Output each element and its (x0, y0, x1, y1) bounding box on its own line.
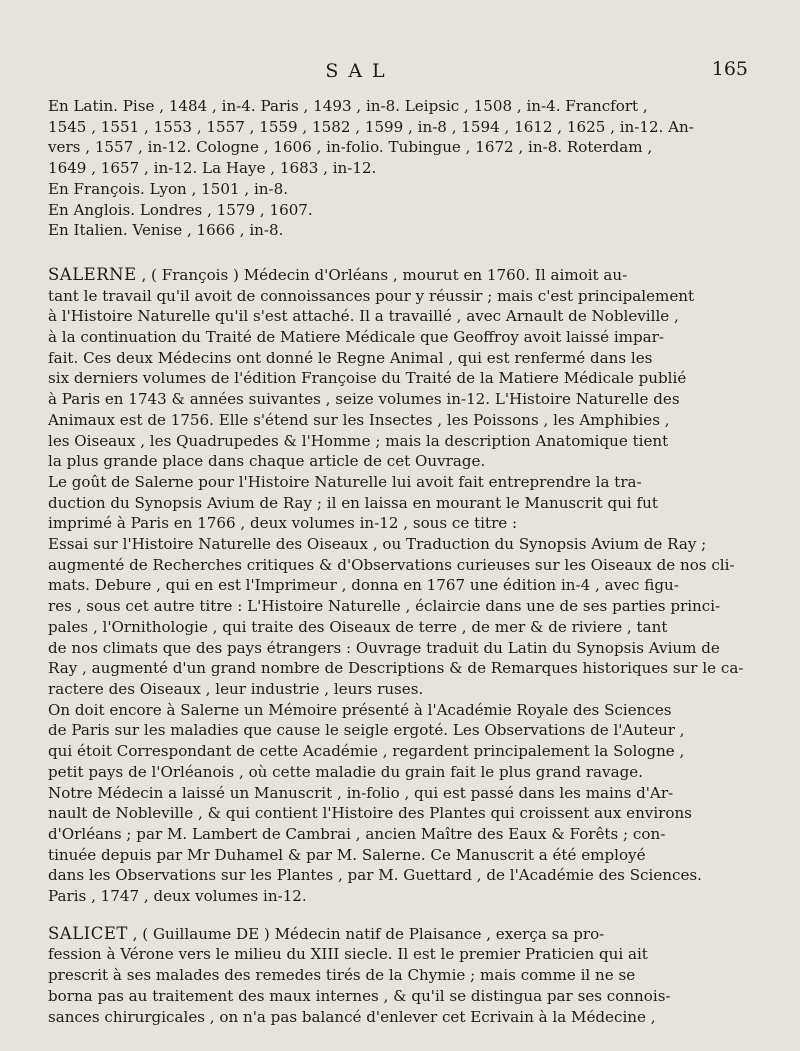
entry-line: d'Orléans ; par M. Lambert de Cambrai , ancien Maître des Eaux & Forêts ; con- (48, 824, 666, 843)
entry-line: la plus grande place dans chaque article de cet Ouvrage. (48, 452, 486, 471)
entry-line: les Oiseaux , les Quadrupedes & l'Homme ; mais la description Anatomique tient (48, 431, 669, 450)
edition-line: En Italien. Venise , 1666 , in-8. (48, 221, 284, 240)
entry-line: duction du Synopsis Avium de Ray ; il en laissa en mourant le Manuscrit qui fut (48, 493, 658, 512)
entry-line: Ray , augmenté d'un grand nombre de Descriptions & de Remarques historiques sur le ca- (48, 659, 744, 678)
page-header (0, 58, 800, 88)
entry-heading: SALICET (48, 923, 128, 943)
entry-first-line (48, 924, 758, 945)
edition-line: En Anglois. Londres , 1579 , 1607. (48, 200, 313, 219)
editions-list (48, 96, 758, 241)
entry-line: On doit encore à Salerne un Mémoire présenté à l'Académie Royale des Sciences (48, 700, 672, 719)
entry-line: Notre Médecin a laissé un Manuscrit , in-folio , qui est passé dans les mains d'Ar- (48, 783, 674, 802)
entry-line: borna pas au traitement des maux internes , & qu'il se distingua par ses connois- (48, 986, 671, 1005)
entry-line: six derniers volumes de l'édition Françoise du Traité de la Matiere Médicale publié (48, 369, 687, 388)
entry-line: sances chirurgicales , on n'a pas balancé d'enlever cet Ecrivain à la Médecine , (48, 1007, 656, 1026)
edition-line: vers , 1557 , in-12. Cologne , 1606 , in-folio. Tubingue , 1672 , in-8. Roterdam , (48, 138, 653, 157)
entry-text: , ( François ) Médecin d'Orléans , mourut en 1760. Il aimoit au- (136, 265, 628, 284)
entry-line: petit pays de l'Orléanois , où cette maladie du grain fait le plus grand ravage. (48, 762, 643, 781)
entry-line: mats. Debure , qui en est l'Imprimeur , donna en 1767 une édition in-4 , avec figu- (48, 576, 679, 595)
entry-line: qui étoit Correspondant de cette Académie , regardent principalement la Sologne , (48, 742, 685, 761)
entry-line: ractere des Oiseaux , leur industrie , leurs ruses. (48, 679, 424, 698)
entry-salerne (48, 265, 758, 907)
edition-line: 1649 , 1657 , in-12. La Haye , 1683 , in-12. (48, 159, 377, 178)
running-title: SAL (325, 60, 395, 82)
entry-line: Animaux est de 1756. Elle s'étend sur les Insectes , les Poissons , les Amphibies , (48, 410, 670, 429)
entry-line: Paris , 1747 , deux volumes in-12. (48, 887, 307, 906)
entry-line: augmenté de Recherches critiques & d'Observations curieuses sur les Oiseaux de nos cli- (48, 555, 735, 574)
entry-line: à Paris en 1743 & années suivantes , seize volumes in-12. L'Histoire Naturelle des (48, 390, 680, 409)
entry-line: res , sous cet autre titre : L'Histoire Naturelle , éclaircie dans une de ses parties princi- (48, 597, 721, 616)
entry-line: de Paris sur les maladies que cause le seigle ergoté. Les Observations de l'Auteur , (48, 721, 685, 740)
page-number: 165 (711, 58, 748, 80)
entry-text: , ( Guillaume DE ) Médecin natif de Plaisance , exerça sa pro- (127, 924, 605, 943)
entry-line: fait. Ces deux Médecins ont donné le Regne Animal , qui est renfermé dans les (48, 348, 653, 367)
entry-line: à la continuation du Traité de Matiere Médicale que Geoffroy avoit laissé impar- (48, 328, 664, 347)
entry-line: tinuée depuis par Mr Duhamel & par M. Salerne. Ce Manuscrit a été employé (48, 845, 646, 864)
entry-line: dans les Observations sur les Plantes , par M. Guettard , de l'Académie des Sciences. (48, 866, 702, 885)
entry-line: de nos climats que des pays étrangers : Ouvrage traduit du Latin du Synopsis Avium de (48, 638, 720, 657)
edition-line: En Latin. Pise , 1484 , in-4. Paris , 1493 , in-8. Leipsic , 1508 , in-4. Francfort , (48, 97, 648, 115)
entry-first-line (48, 265, 758, 286)
entry-line: imprimé à Paris en 1766 , deux volumes in-12 , sous ce titre : (48, 514, 518, 533)
entry-line: Essai sur l'Histoire Naturelle des Oiseaux , ou Traduction du Synopsis Avium de Ray ; (48, 535, 707, 554)
entry-heading: SALERNE (48, 264, 137, 284)
edition-line: 1545 , 1551 , 1553 , 1557 , 1559 , 1582 , 1599 , in-8 , 1594 , 1612 , 1625 , in-12. An- (48, 117, 694, 136)
entry-line: pales , l'Ornithologie , qui traite des Oiseaux de terre , de mer & de riviere , tant (48, 617, 668, 636)
entry-line: nault de Nobleville , & qui contient l'Histoire des Plantes qui croissent aux environs (48, 804, 692, 823)
entry-line: prescrit à ses malades des remedes tirés de la Chymie ; mais comme il ne se (48, 966, 636, 985)
entry-line: tant le travail qu'il avoit de connoissances pour y réussir ; mais c'est principalement (48, 286, 695, 305)
edition-line: En François. Lyon , 1501 , in-8. (48, 179, 288, 198)
page-body (48, 96, 758, 1027)
entry-line: à l'Histoire Naturelle qu'il s'est attaché. Il a travaillé , avec Arnault de Nobleville , (48, 307, 679, 326)
entry-line: Le goût de Salerne pour l'Histoire Naturelle lui avoit fait entreprendre la tra- (48, 472, 642, 491)
entry-salicet (48, 924, 758, 1028)
entry-line: fession à Vérone vers le milieu du XIII siecle. Il est le premier Praticien qui ait (48, 945, 648, 964)
